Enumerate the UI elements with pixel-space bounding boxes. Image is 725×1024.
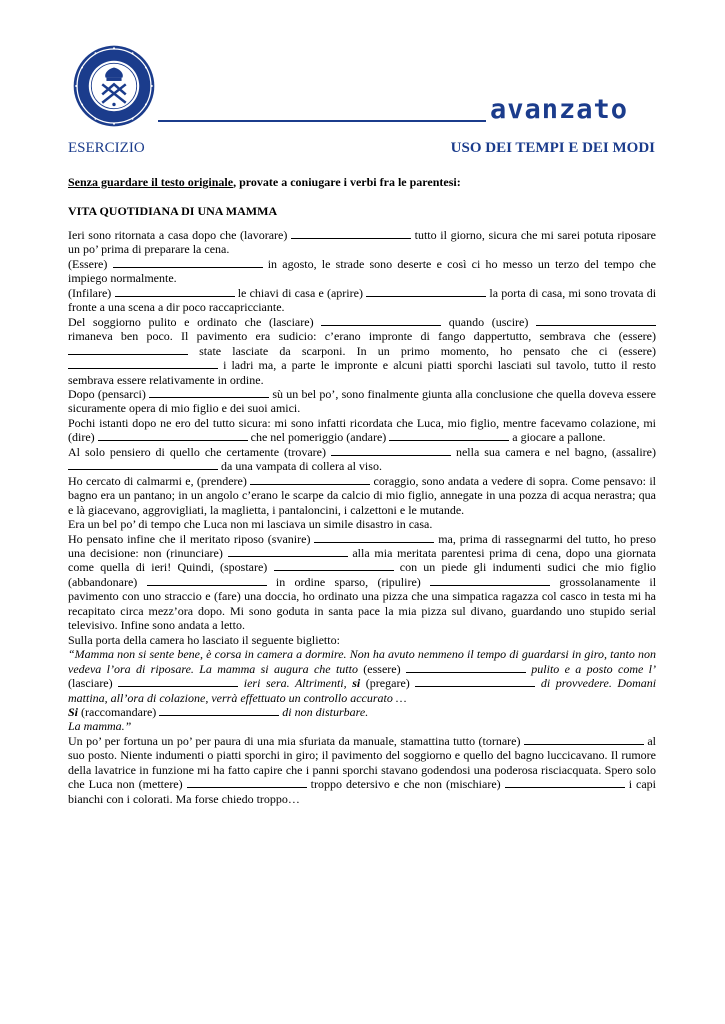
instructions-rest: , provate a coniugare i verbi fra le parentesi: [233,175,461,189]
answer-blank[interactable] [389,430,509,441]
answer-blank[interactable] [524,734,644,745]
answer-blank[interactable] [321,315,441,326]
level-label: avanzato [490,94,629,125]
topic-label: USO DEI TEMPI E DEI MODI [450,140,655,156]
paragraph: Ho cercato di calmarmi e, (prendere) coraggio, sono andata a vedere di sopra. Come pensavo: il bagno era un pantano; in un angolo c’erano le scarpe da calcio di mio figlio, annegate in una pozza di acqua nerastra; qua e là giacevano, aggrovigliati, la maglietta, i pantaloncini, i calzettoni e le mutande. [68,473,657,517]
answer-blank[interactable] [314,532,434,543]
paragraph: (Essere) in agosto, le strade sono deserte e così ci ho messo un terzo del tempo che impiego normalmente. [68,256,656,286]
paragraph: Era un bel po’ di tempo che Luca non mi lasciava un simile disastro in casa. [68,517,433,532]
answer-blank[interactable] [291,228,411,239]
exercise-title: VITA QUOTIDIANA DI UNA MAMMA [68,204,278,218]
paragraph: Pochi istanti dopo ne ero del tutto sicura: mi sono infatti ricordata che Luca, mio figlio, mentre facevamo colazione, mi (dire) che nel pomeriggio (andare) a giocare a pallone. [68,415,656,445]
answer-blank[interactable] [250,474,370,485]
section-label: ESERCIZIO [68,140,145,156]
answer-blank[interactable] [98,430,248,441]
answer-blank[interactable] [147,575,267,586]
paragraph: (Infilare) le chiavi di casa e (aprire) la porta di casa, mi sono trovata di fronte a una scena a dir poco raccapricciante. [68,285,657,315]
paragraph: Ho pensato infine che il meritato riposo (svanire) ma, prima di rassegnarmi del tutto, ho preso una decisione: non (rinunciare) alla mia meritata parentesi prima di cena, dopo una giornata come quella di ieri! Quindi, (spostare) con un piede gli indumenti sudici che mio figlio (abbandonare) in ordine sparso, (ripulire) grossolanamente il pavimento con uno straccio e (fare) una doccia, ho ordinato una pizza che una simpatica ragazza col casco in testa mi ha recapitato circa mezz’ora dopo. Mi sono goduta in santa pace la mia pizza sul divano, guardando uno stupido serial televisivo. Infine sono andata a letto. [68,531,657,633]
paragraph: Del soggiorno pulito e ordinato che (lasciare) quando (uscire) rimaneva ben poco. Il pavimento era sudicio: c’erano impronte di fango dappertutto, sembrava che (essere) state lasciate da scarponi. In un primo momento, ho pensato che ci (essere) i ladri ma, a parte le impronte e alcuni piatti sporchi lasciati sul tavolo, tutto il resto sembrava essere relativamente in ordine. [68,314,657,387]
answer-blank[interactable] [536,315,656,326]
paragraph: Sulla porta della camera ho lasciato il seguente biglietto: [68,632,340,647]
answer-blank[interactable] [159,705,279,716]
paragraph: Un po’ per fortuna un po’ per paura di una mia sfuriata da manuale, stamattina tutto (tornare) al suo posto. Niente indumenti o piatti sporchi in giro; il pavimento del soggiorno e quello del bagno luccicavano. Il rumore della lavatrice in funzione mi ha fatto capire che i panni sporchi stavano godendosi una poderosa risciacquata. Spero solo che Luca non (mettere) troppo detersivo e che non (mischiare) i capi bianchi con i colorati. Ma forse chiedo troppo… [68,733,657,806]
answer-blank[interactable] [505,777,625,788]
note-paragraph: Si (raccomandare) di non disturbare. [68,704,369,719]
instructions-underlined: Senza guardare il testo originale [68,175,234,189]
paragraph: Ieri sono ritornata a casa dopo che (lavorare) tutto il giorno, sicura che mi sarei potuta riposare un po’ prima di preparare la cena. [68,228,656,257]
answer-blank[interactable] [115,286,235,297]
answer-blank[interactable] [430,575,550,586]
answer-blank[interactable] [274,560,394,571]
answer-blank[interactable] [366,286,486,297]
university-seal-logo [72,44,156,128]
paragraph: Al solo pensiero di quello che certamente (trovare) nella sua camera e nel bagno, (assalire) da una vampata di collera al viso. [68,444,656,474]
exercise-text [68,228,656,806]
answer-blank[interactable] [68,459,218,470]
answer-blank[interactable] [118,676,238,687]
note-paragraph: “Mamma non si sente bene, è corsa in camera a dormire. Non ha avuto nemmeno il tempo di guardarsi in giro, tanto non vedeva l’ora di riposare. La mamma si augura che tutto (essere) pulito e a posto come l’ (lasciare) ieri sera. Altrimenti, si (pregare) di provvedere. Domani mattina, all’ora di colazione, verrà effettuato un controllo accurato … [68,647,657,705]
answer-blank[interactable] [68,358,218,369]
note-signature: La mamma.” [68,719,132,734]
answer-blank[interactable] [406,662,526,673]
answer-blank[interactable] [113,257,263,268]
paragraph: Dopo (pensarci) sù un bel po’, sono finalmente giunta alla conclusione che quella doveva essere sicuramente opera di mio figlio e dei suoi amici. [68,386,656,416]
answer-blank[interactable] [228,546,348,557]
answer-blank[interactable] [187,777,307,788]
answer-blank[interactable] [149,387,269,398]
answer-blank[interactable] [415,676,535,687]
answer-blank[interactable] [68,344,188,355]
instructions [68,175,461,190]
answer-blank[interactable] [331,445,451,456]
header-rule [158,120,486,122]
